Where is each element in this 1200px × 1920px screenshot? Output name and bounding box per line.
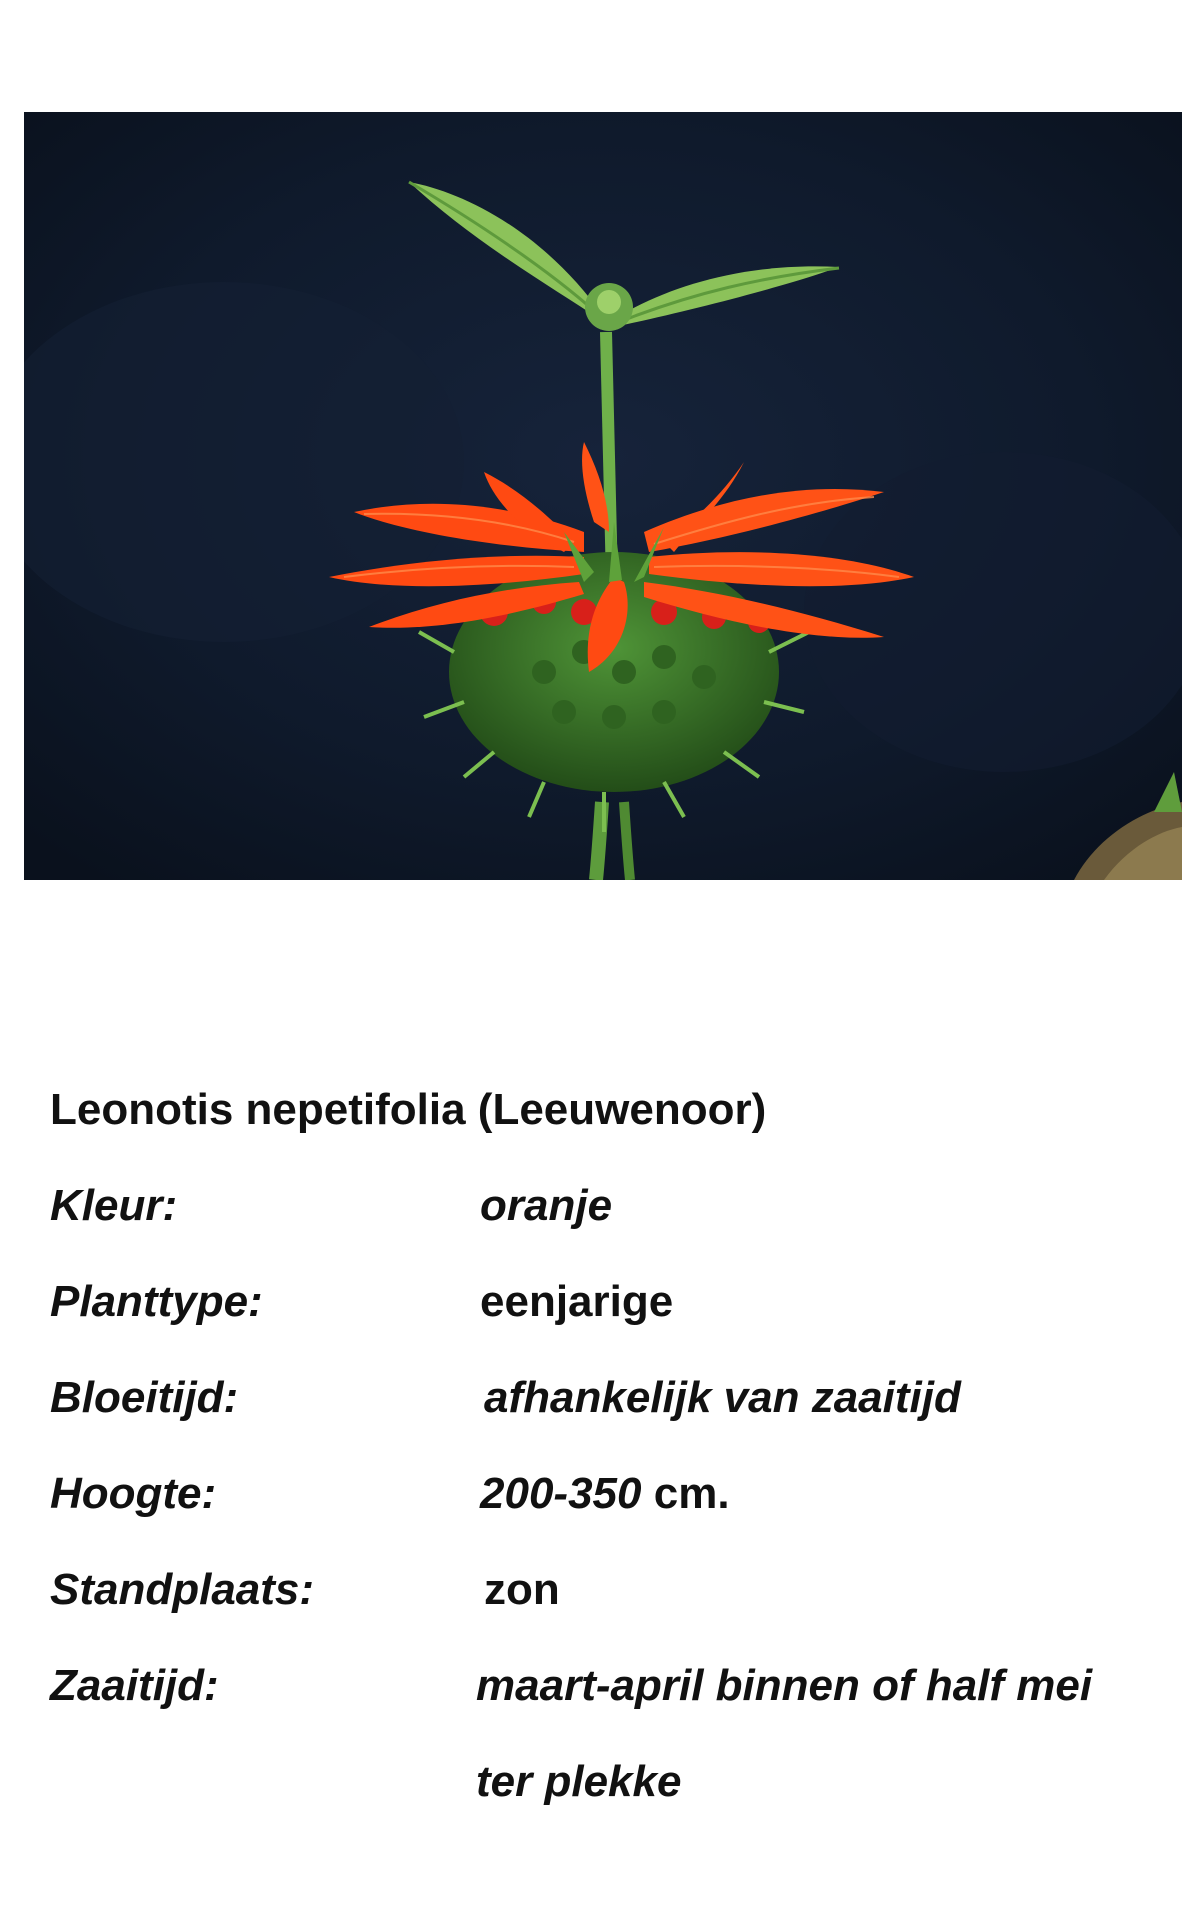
field-value-zaaitijd-line2: ter plekke [476, 1757, 682, 1806]
field-value-planttype: eenjarige [480, 1277, 674, 1326]
field-value-bloeitijd: afhankelijk van zaaitijd [484, 1373, 961, 1422]
flower-photo [24, 112, 1182, 880]
leonotis-flower-image [24, 112, 1182, 880]
field-label-zaaitijd: Zaaitijd: [50, 1661, 219, 1710]
field-zaaitijd-continued [50, 1752, 1180, 1812]
height-unit: cm. [653, 1469, 730, 1518]
field-value-zaaitijd-line1: maart-april binnen of half mei [476, 1661, 1093, 1710]
plant-title: Leonotis nepetifolia (Leeuwenoor) [50, 1085, 767, 1134]
field-label-standplaats: Standplaats: [50, 1565, 315, 1614]
field-label-planttype: Planttype: [50, 1277, 263, 1326]
field-label-kleur: Kleur: [50, 1181, 178, 1230]
field-bloeitijd [50, 1368, 1180, 1428]
field-planttype [50, 1272, 1180, 1332]
field-label-hoogte: Hoogte: [50, 1469, 217, 1518]
field-hoogte [50, 1464, 1180, 1524]
field-zaaitijd [50, 1656, 1180, 1716]
height-range: 200-350 [480, 1469, 642, 1518]
field-value-kleur: oranje [480, 1181, 613, 1230]
field-kleur [50, 1176, 1180, 1236]
field-label-bloeitijd: Bloeitijd: [50, 1373, 239, 1422]
field-value-standplaats: zon [484, 1565, 560, 1614]
field-value-hoogte [480, 1464, 730, 1524]
field-standplaats [50, 1560, 1180, 1620]
